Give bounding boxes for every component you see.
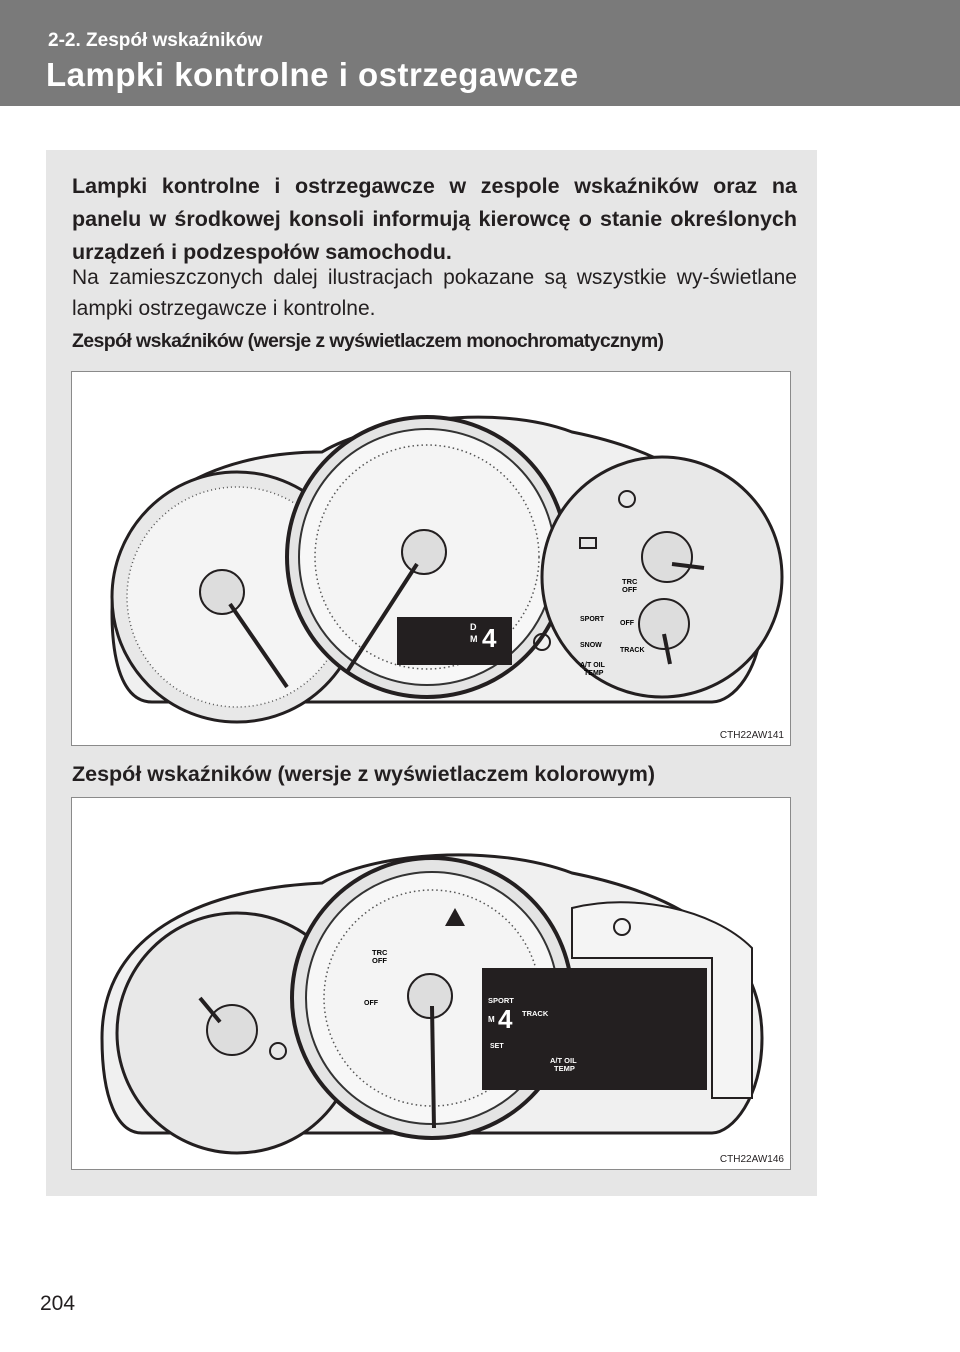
intro-paragraph: Lampki kontrolne i ostrzegawcze w zespole wskaźników oraz na panelu w środkowej konsoli informują kierowcę o stanie określonych urządzeń i podzespołów samochodu. [72,174,797,264]
mono-gear: 4 [482,623,497,653]
mono-mode-d: D [470,622,477,632]
figure1-code: CTH22AW141 [719,730,784,741]
content-panel [46,150,817,1196]
color-trc-off-1: TRC [372,948,388,957]
mono-trc-off-1: TRC [622,577,638,586]
color-gear: 4 [498,1004,513,1034]
section-label: 2-2. Zespół wskaźników [48,30,263,51]
mono-snow: SNOW [580,642,602,649]
color-track: TRACK [522,1009,549,1018]
page-number: 204 [40,1292,76,1315]
figure2-color-cluster [71,797,791,1170]
page-title: Lampki kontrolne i ostrzegawcze [46,56,579,93]
body-paragraph: Na zamieszczonych dalej ilustracjach pokazane są wszystkie wy-świetlane lampki ostrzegawcze i kontrolne. [72,266,797,320]
cluster-illustration-color [72,798,790,1169]
figure1-heading: Zespół wskaźników (wersje z wyświetlaczem monochromatycznym) [72,330,664,352]
figure2-code: CTH22AW146 [719,1154,784,1165]
figure2-heading: Zespół wskaźników (wersje z wyświetlaczem kolorowym) [72,762,656,786]
mono-at-oil-2: TEMP [584,670,604,677]
color-trc-off-2: OFF [372,956,387,965]
figure1-monochrome-cluster [71,371,791,746]
color-sport: SPORT [488,996,514,1005]
color-mode-m: M [488,1015,495,1024]
mono-at-oil-1: A/T OIL [580,662,605,669]
color-set: SET [490,1043,504,1050]
cluster-illustration-mono [72,372,790,745]
mono-vsc-off: OFF [620,620,634,627]
mono-trc-off-2: OFF [622,585,637,594]
mono-mode-m: M [470,634,478,644]
color-at-oil-2: TEMP [554,1064,575,1073]
chapter-header [0,0,960,106]
mono-sport: SPORT [580,616,605,623]
mono-track: TRACK [620,647,645,654]
color-at-oil-1: A/T OIL [550,1056,577,1065]
color-vsc-off: OFF [364,1000,378,1007]
